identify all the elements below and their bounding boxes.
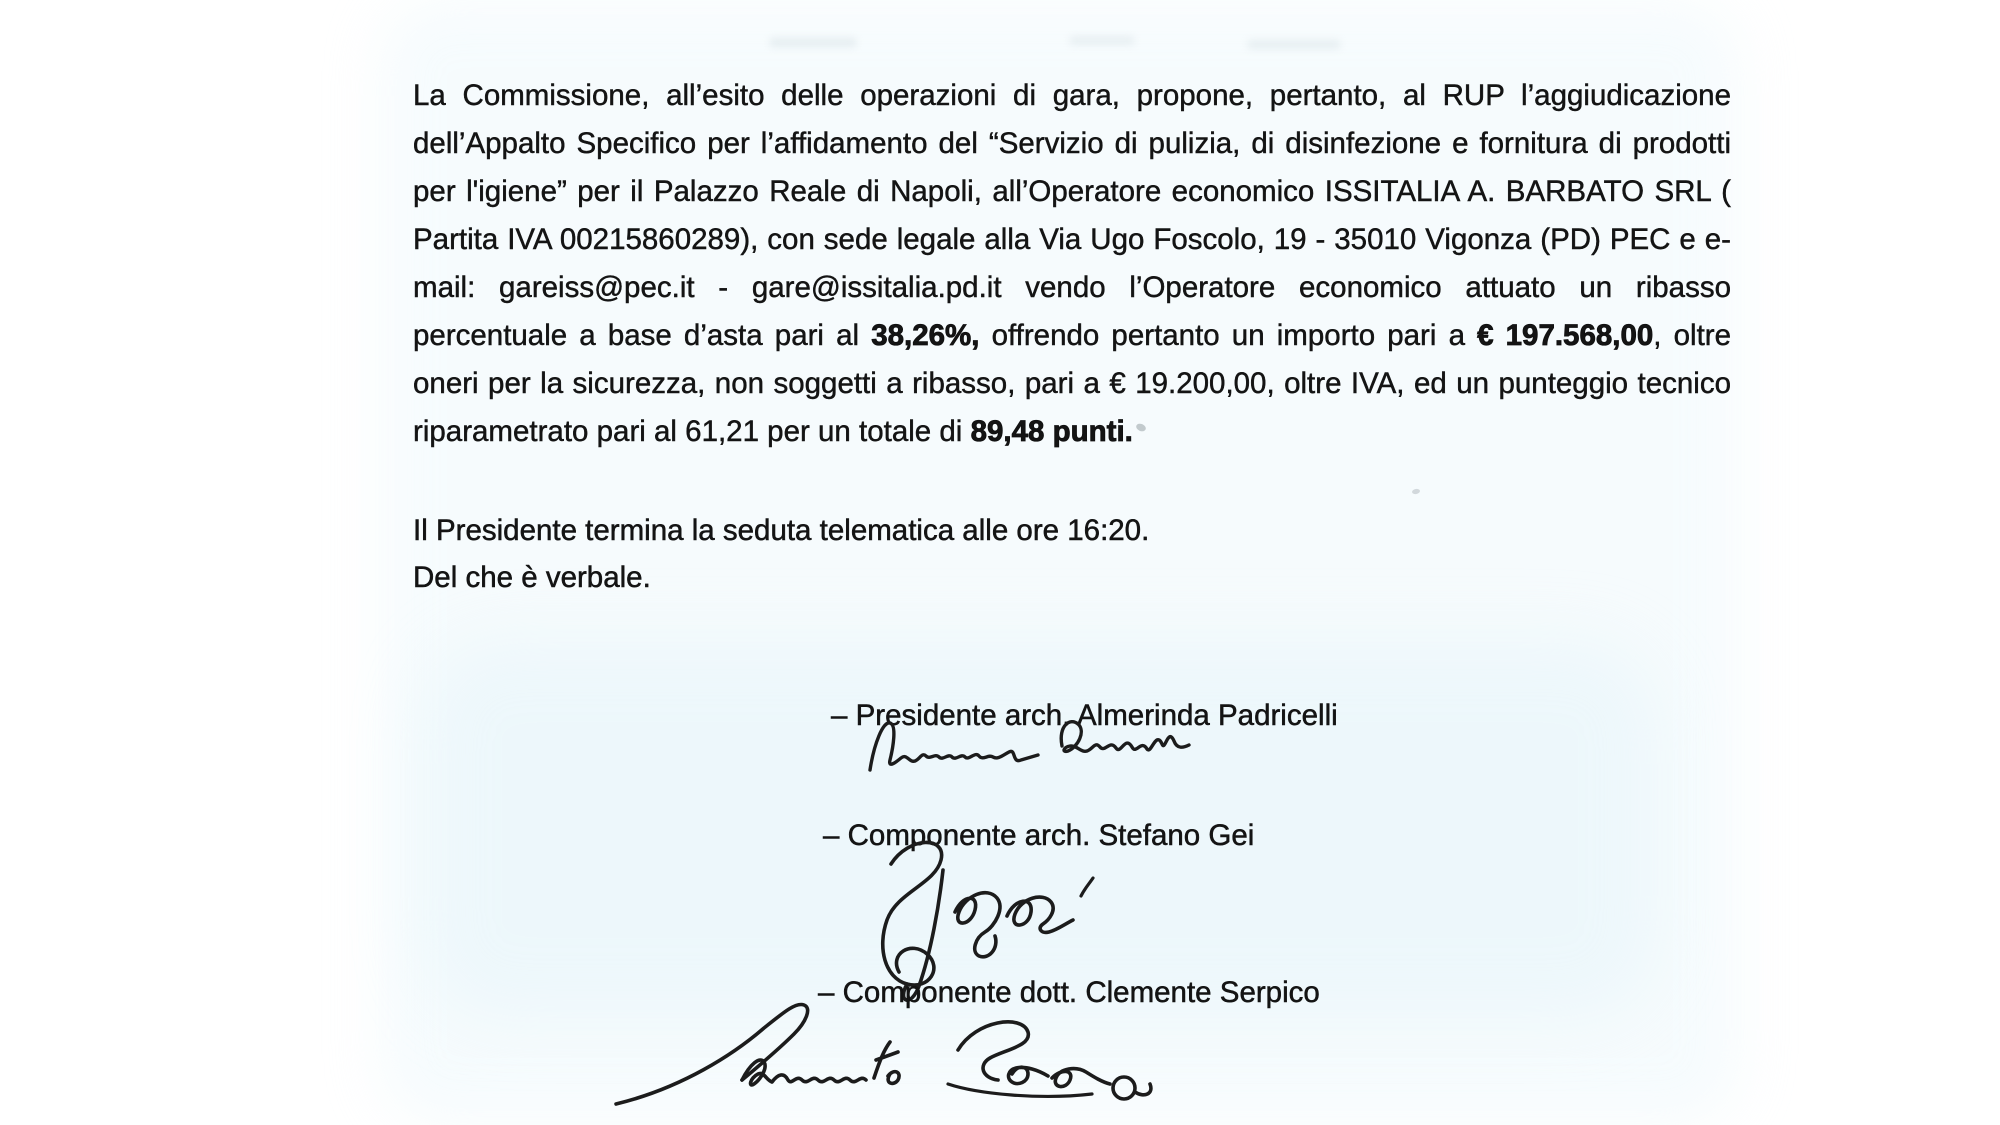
verbale-line: Del che è verbale. [413, 561, 651, 594]
total-points: 89,48 punti. [970, 414, 1133, 448]
scan-artifact [1412, 488, 1421, 494]
closing-statement [413, 507, 1149, 601]
scan-smudge [1070, 36, 1134, 45]
session-end-line: Il Presidente termina la seduta telematica alle ore 16:20. [413, 514, 1150, 547]
signatory-label-componente-serpico: – Componente dott. Clemente Serpico [818, 976, 1320, 1009]
signature-clemente-serpico-icon [612, 994, 1212, 1112]
paragraph-segment: , oltre oneri per la sicurezza, non soggetti a ribasso, pari a € 19.200,00, oltre IVA, ed un punteggio tecnico riparametrato pari al 61,21 per un totale di [413, 318, 1740, 448]
signatory-label-presidente: – Presidente arch. Almerinda Padricelli [831, 699, 1338, 732]
scan-smudge [1248, 40, 1340, 49]
award-amount: € 197.568,00 [1477, 318, 1654, 352]
paragraph-segment: offrendo pertanto un importo pari a [979, 318, 1478, 352]
scan-smudge [770, 38, 856, 47]
discount-percentage: 38,26%, [871, 318, 980, 352]
paragraph-segment: La Commissione, all’esito delle operazioni di gara, propone, pertanto, al RUP l’aggiudicazione dell’Appalto Specifico per l’affidamento del “Servizio di pulizia, di disinfezione e fornitura di prodotti per l'igiene” per il Palazzo Reale di Napoli, all’Operatore economico ISSITALIA A. BARBATO SRL ( Partita IVA 00215860289), con sede legale alla Via Ugo Foscolo, 19 - 35010 Vigonza (PD) PEC e e-mail: gareiss@pec.it - gare@issitalia.pd.it vendo l’Operatore economico attuato un ribasso percentuale a base d’asta pari al [413, 78, 1740, 352]
signatory-label-componente-gei: – Componente arch. Stefano Gei [823, 819, 1255, 852]
award-paragraph [413, 72, 1740, 456]
